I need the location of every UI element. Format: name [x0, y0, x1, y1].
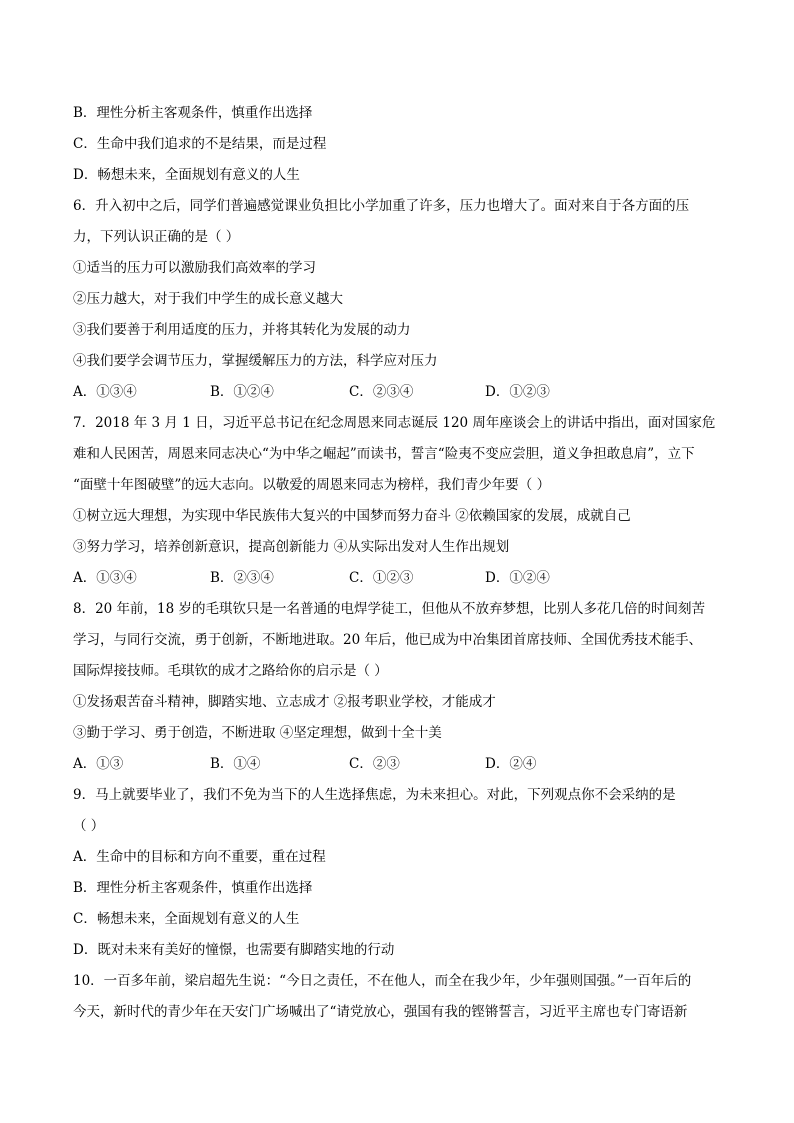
- q7-option-b: B．②③④: [210, 570, 274, 586]
- q8-option-b: B．①④: [210, 756, 261, 772]
- q5-option-d: D．畅想未来，全面规划有意义的人生: [73, 167, 300, 183]
- q9-option-b: B．理性分析主客观条件，慎重作出选择: [73, 880, 313, 896]
- q6-options: [73, 382, 733, 402]
- q9-stem-line-1: 9．马上就要毕业了，我们不免为当下的人生选择焦虑，为未来担心。对此，下列观点你不会采纳的是: [73, 787, 676, 803]
- q5-option-b: B．理性分析主客观条件，慎重作出选择: [73, 105, 313, 121]
- q6-statement-1: ①适当的压力可以激励我们高效率的学习: [73, 260, 316, 276]
- q6-statement-4: ④我们要学会调节压力，掌握缓解压力的方法，科学应对压力: [73, 353, 438, 369]
- q6-stem-line-2: 力，下列认识正确的是（ ）: [73, 229, 240, 245]
- q7-stem-line-1: 7．2018 年 3 月 1 日，习近平总书记在纪念周恩来同志诞辰 120 周年座谈会上的讲话中指出，面对国家危: [73, 415, 716, 431]
- q8-statements-line-1: ①发扬艰苦奋斗精神，脚踏实地、立志成才 ②报考职业学校，才能成才: [73, 694, 496, 710]
- q9-option-a: A．生命中的目标和方向不重要，重在过程: [73, 849, 326, 865]
- q6-option-c: C．②③④: [349, 384, 414, 400]
- q10-stem-line-1: 10．一百多年前，梁启超先生说：“今日之责任，不在他人，而全在我少年，少年强则国强。”一百年后的: [73, 973, 692, 989]
- q8-stem-line-2: 学习，与同行交流，勇于创新，不断地进取。20 年后，他已成为中冶集团首席技师、全国优秀技术能手、: [73, 632, 702, 648]
- q8-options: [73, 754, 733, 774]
- q8-statements-line-2: ③勤于学习、勇于创造，不断进取 ④坚定理想，做到十全十美: [73, 725, 442, 741]
- q8-stem-line-1: 8．20 年前，18 岁的毛琪钦只是一名普通的电焊学徒工，但他从不放弃梦想，比别人多花几倍的时间刻苦: [73, 601, 706, 617]
- q9-option-c: C．畅想未来，全面规划有意义的人生: [73, 911, 300, 927]
- q7-option-c: C．①②③: [349, 570, 414, 586]
- q7-statements-line-1: ①树立远大理想，为实现中华民族伟大复兴的中国梦而努力奋斗 ②依赖国家的发展，成就自己: [73, 508, 631, 524]
- q10-stem-line-2: 今天，新时代的青少年在天安门广场喊出了“请党放心，强国有我的铿锵誓言，习近平主席也专门寄语新: [73, 1004, 688, 1020]
- q6-statement-2: ②压力越大，对于我们中学生的成长意义越大: [73, 291, 343, 307]
- q7-stem-line-2: 难和人民困苦，周恩来同志决心“为中华之崛起”而读书，誓言“险夷不变应尝胆，道义争担敢息肩”，立下: [73, 446, 695, 462]
- q7-options: [73, 568, 733, 588]
- q8-option-a: A．①③: [73, 756, 124, 772]
- q5-option-c: C．生命中我们追求的不是结果，而是过程: [73, 136, 327, 152]
- q6-option-a: A．①③④: [73, 384, 137, 400]
- q9-stem-line-2: （ ）: [73, 818, 105, 834]
- q7-stem-line-3: “面壁十年图破壁”的远大志向。以敬爱的周恩来同志为榜样，我们青少年要（ ）: [73, 477, 551, 493]
- q7-option-a: A．①③④: [73, 570, 137, 586]
- q8-option-c: C．②③: [349, 756, 400, 772]
- q6-stem-line-1: 6．升入初中之后，同学们普遍感觉课业负担比小学加重了许多，压力也增大了。面对来自于各方面的压: [73, 198, 690, 214]
- q6-statement-3: ③我们要善于利用适度的压力，并将其转化为发展的动力: [73, 322, 411, 338]
- q8-stem-line-3: 国际焊接技师。毛琪钦的成才之路给你的启示是（ ）: [73, 663, 388, 679]
- q8-option-d: D．②④: [485, 756, 537, 772]
- q7-option-d: D．①②④: [485, 570, 550, 586]
- q6-option-d: D．①②③: [485, 384, 550, 400]
- q9-option-d: D．既对未来有美好的憧憬，也需要有脚踏实地的行动: [73, 942, 395, 958]
- q7-statements-line-2: ③努力学习，培养创新意识，提高创新能力 ④从实际出发对人生作出规划: [73, 539, 510, 555]
- q6-option-b: B．①②④: [210, 384, 274, 400]
